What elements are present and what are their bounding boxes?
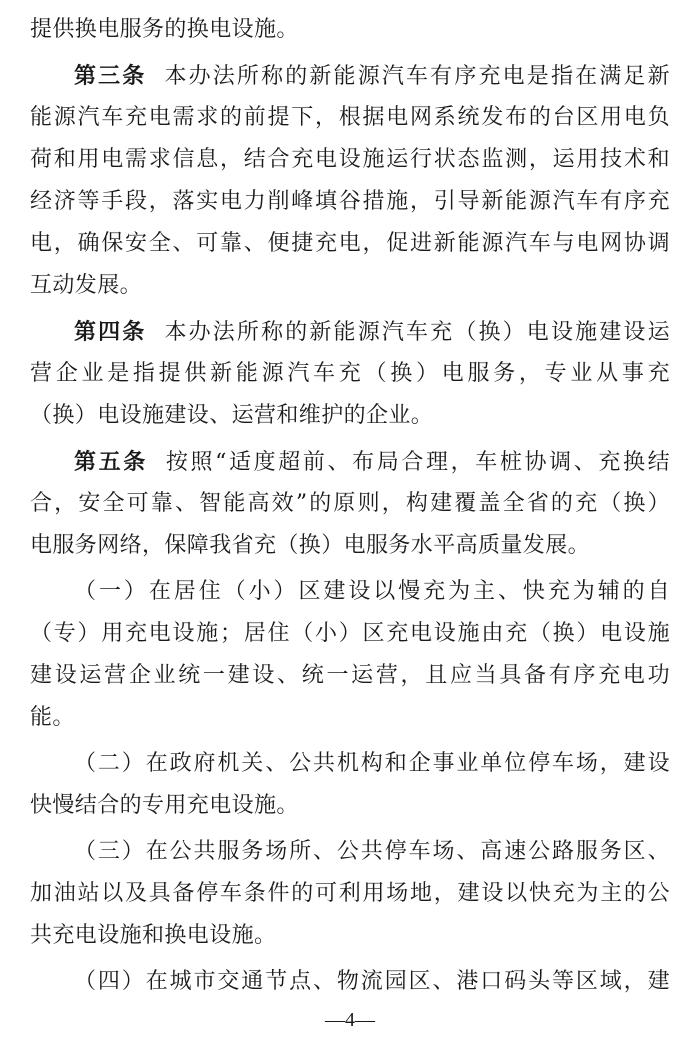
text-line: 共充电设施和换电设施。: [30, 923, 277, 948]
article-heading: 第五条: [74, 449, 148, 475]
text-line: 互动发展。: [30, 273, 143, 298]
clause-1-first-line: （一）在居住（小）区建设以慢充为主、快充为辅的自: [74, 579, 670, 604]
article-heading: 第三条: [74, 63, 147, 89]
text-line: 加油站以及具备停车条件的可利用场地，建设以快充为主的公: [30, 881, 670, 906]
article-5-first-line: 第五条 按照“适度超前、布局合理，车桩协调、充换结: [74, 449, 670, 475]
text-line: 建设运营企业统一建设、统一运营，且应当具备有序充电功: [30, 663, 670, 688]
text-line: 快慢结合的专用充电设施。: [30, 793, 299, 818]
clause-3-first-line: （三）在公共服务场所、公共停车场、高速公路服务区、: [74, 839, 670, 864]
text-line: （专）用充电设施；居住（小）区充电设施由充（换）电设施: [30, 621, 670, 646]
clause-4-first-line: （四）在城市交通节点、物流园区、港口码头等区域，建: [74, 969, 670, 994]
text-line: 能源汽车充电需求的前提下，根据电网系统发布的台区用电负: [30, 105, 670, 130]
clause-2-first-line: （二）在政府机关、公共机构和企事业单位停车场，建设: [74, 751, 670, 776]
page-number: —4—: [325, 1009, 375, 1031]
article-heading: 第四条: [74, 319, 147, 345]
text-line: 提供换电服务的换电设施。: [30, 17, 299, 42]
text-line: 合，安全可靠、智能高效”的原则，构建覆盖全省的充（换）: [30, 491, 670, 516]
text-line: 电，确保安全、可靠、便捷充电，促进新能源汽车与电网协调: [30, 231, 670, 256]
text-line: 经济等手段，落实电力削峰填谷措施，引导新能源汽车有序充: [30, 189, 670, 214]
article-3-first-line: 第三条 本办法所称的新能源汽车有序充电是指在满足新: [74, 63, 670, 89]
text-line: 电服务网络，保障我省充（换）电服务水平高质量发展。: [30, 533, 591, 558]
text-line: （换）电设施建设、运营和维护的企业。: [30, 403, 434, 428]
article-4-first-line: 第四条 本办法所称的新能源汽车充（换）电设施建设运: [74, 319, 670, 345]
text-line: 荷和用电需求信息，结合充电设施运行状态监测，运用技术和: [30, 147, 670, 172]
text-line: 营企业是指提供新能源汽车充（换）电服务，专业从事充: [30, 361, 670, 386]
text-line: 能。: [30, 705, 75, 730]
